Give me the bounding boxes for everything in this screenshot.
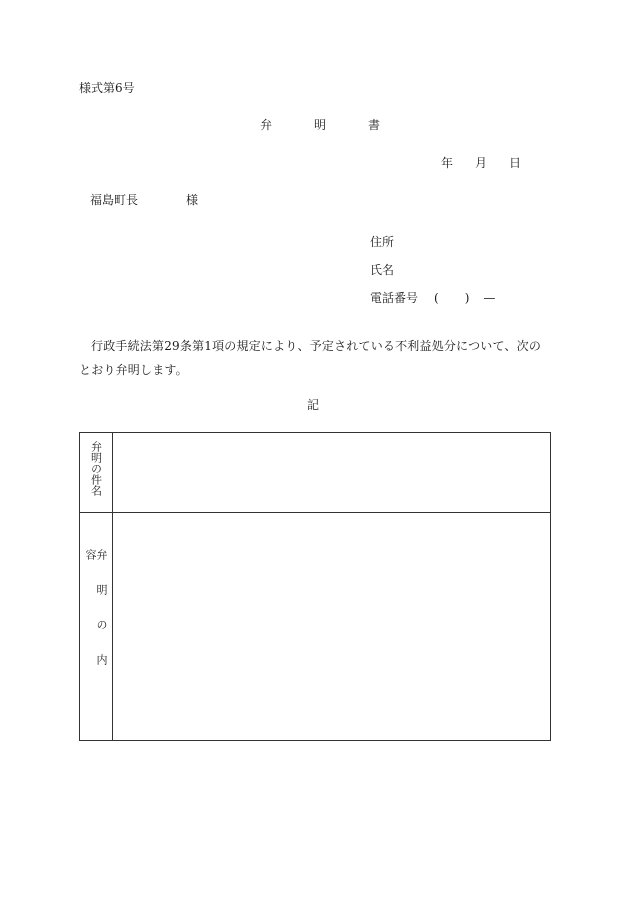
addressee-name: 福島町長: [90, 193, 139, 207]
statement-table: [79, 432, 551, 741]
name-label: 氏名: [370, 263, 395, 277]
applicant-block: [370, 236, 495, 320]
phone-area-open: (: [434, 291, 439, 305]
title-char-2: 明: [313, 118, 326, 132]
content-label: 弁明の内容: [84, 549, 108, 689]
date-line: [441, 157, 521, 169]
address-row: [370, 236, 495, 264]
phone-row: [370, 292, 495, 320]
addressee-honorific: 様: [186, 193, 199, 207]
date-month: 月: [475, 156, 488, 170]
body-text: 行政手続法第29条第1項の規定により、予定されている不利益処分について、次のとおり弁明します。: [79, 339, 542, 377]
date-day: 日: [509, 156, 522, 170]
name-row: [370, 264, 495, 292]
content-field[interactable]: [113, 513, 550, 740]
form-number: 様式第6号: [79, 81, 135, 95]
address-label: 住所: [370, 235, 395, 249]
record-heading: 記: [307, 398, 320, 412]
addressee: [90, 194, 198, 206]
document-title: [260, 119, 380, 131]
title-char-1: 弁: [260, 118, 273, 132]
phone-dash: —: [483, 291, 496, 305]
phone-area-close: ): [464, 291, 470, 305]
title-char-3: 書: [367, 118, 380, 132]
phone-label: 電話番号: [370, 291, 419, 305]
subject-label: 弁明の件名: [89, 441, 103, 496]
date-year: 年: [441, 156, 454, 170]
subject-field[interactable]: [113, 433, 550, 512]
